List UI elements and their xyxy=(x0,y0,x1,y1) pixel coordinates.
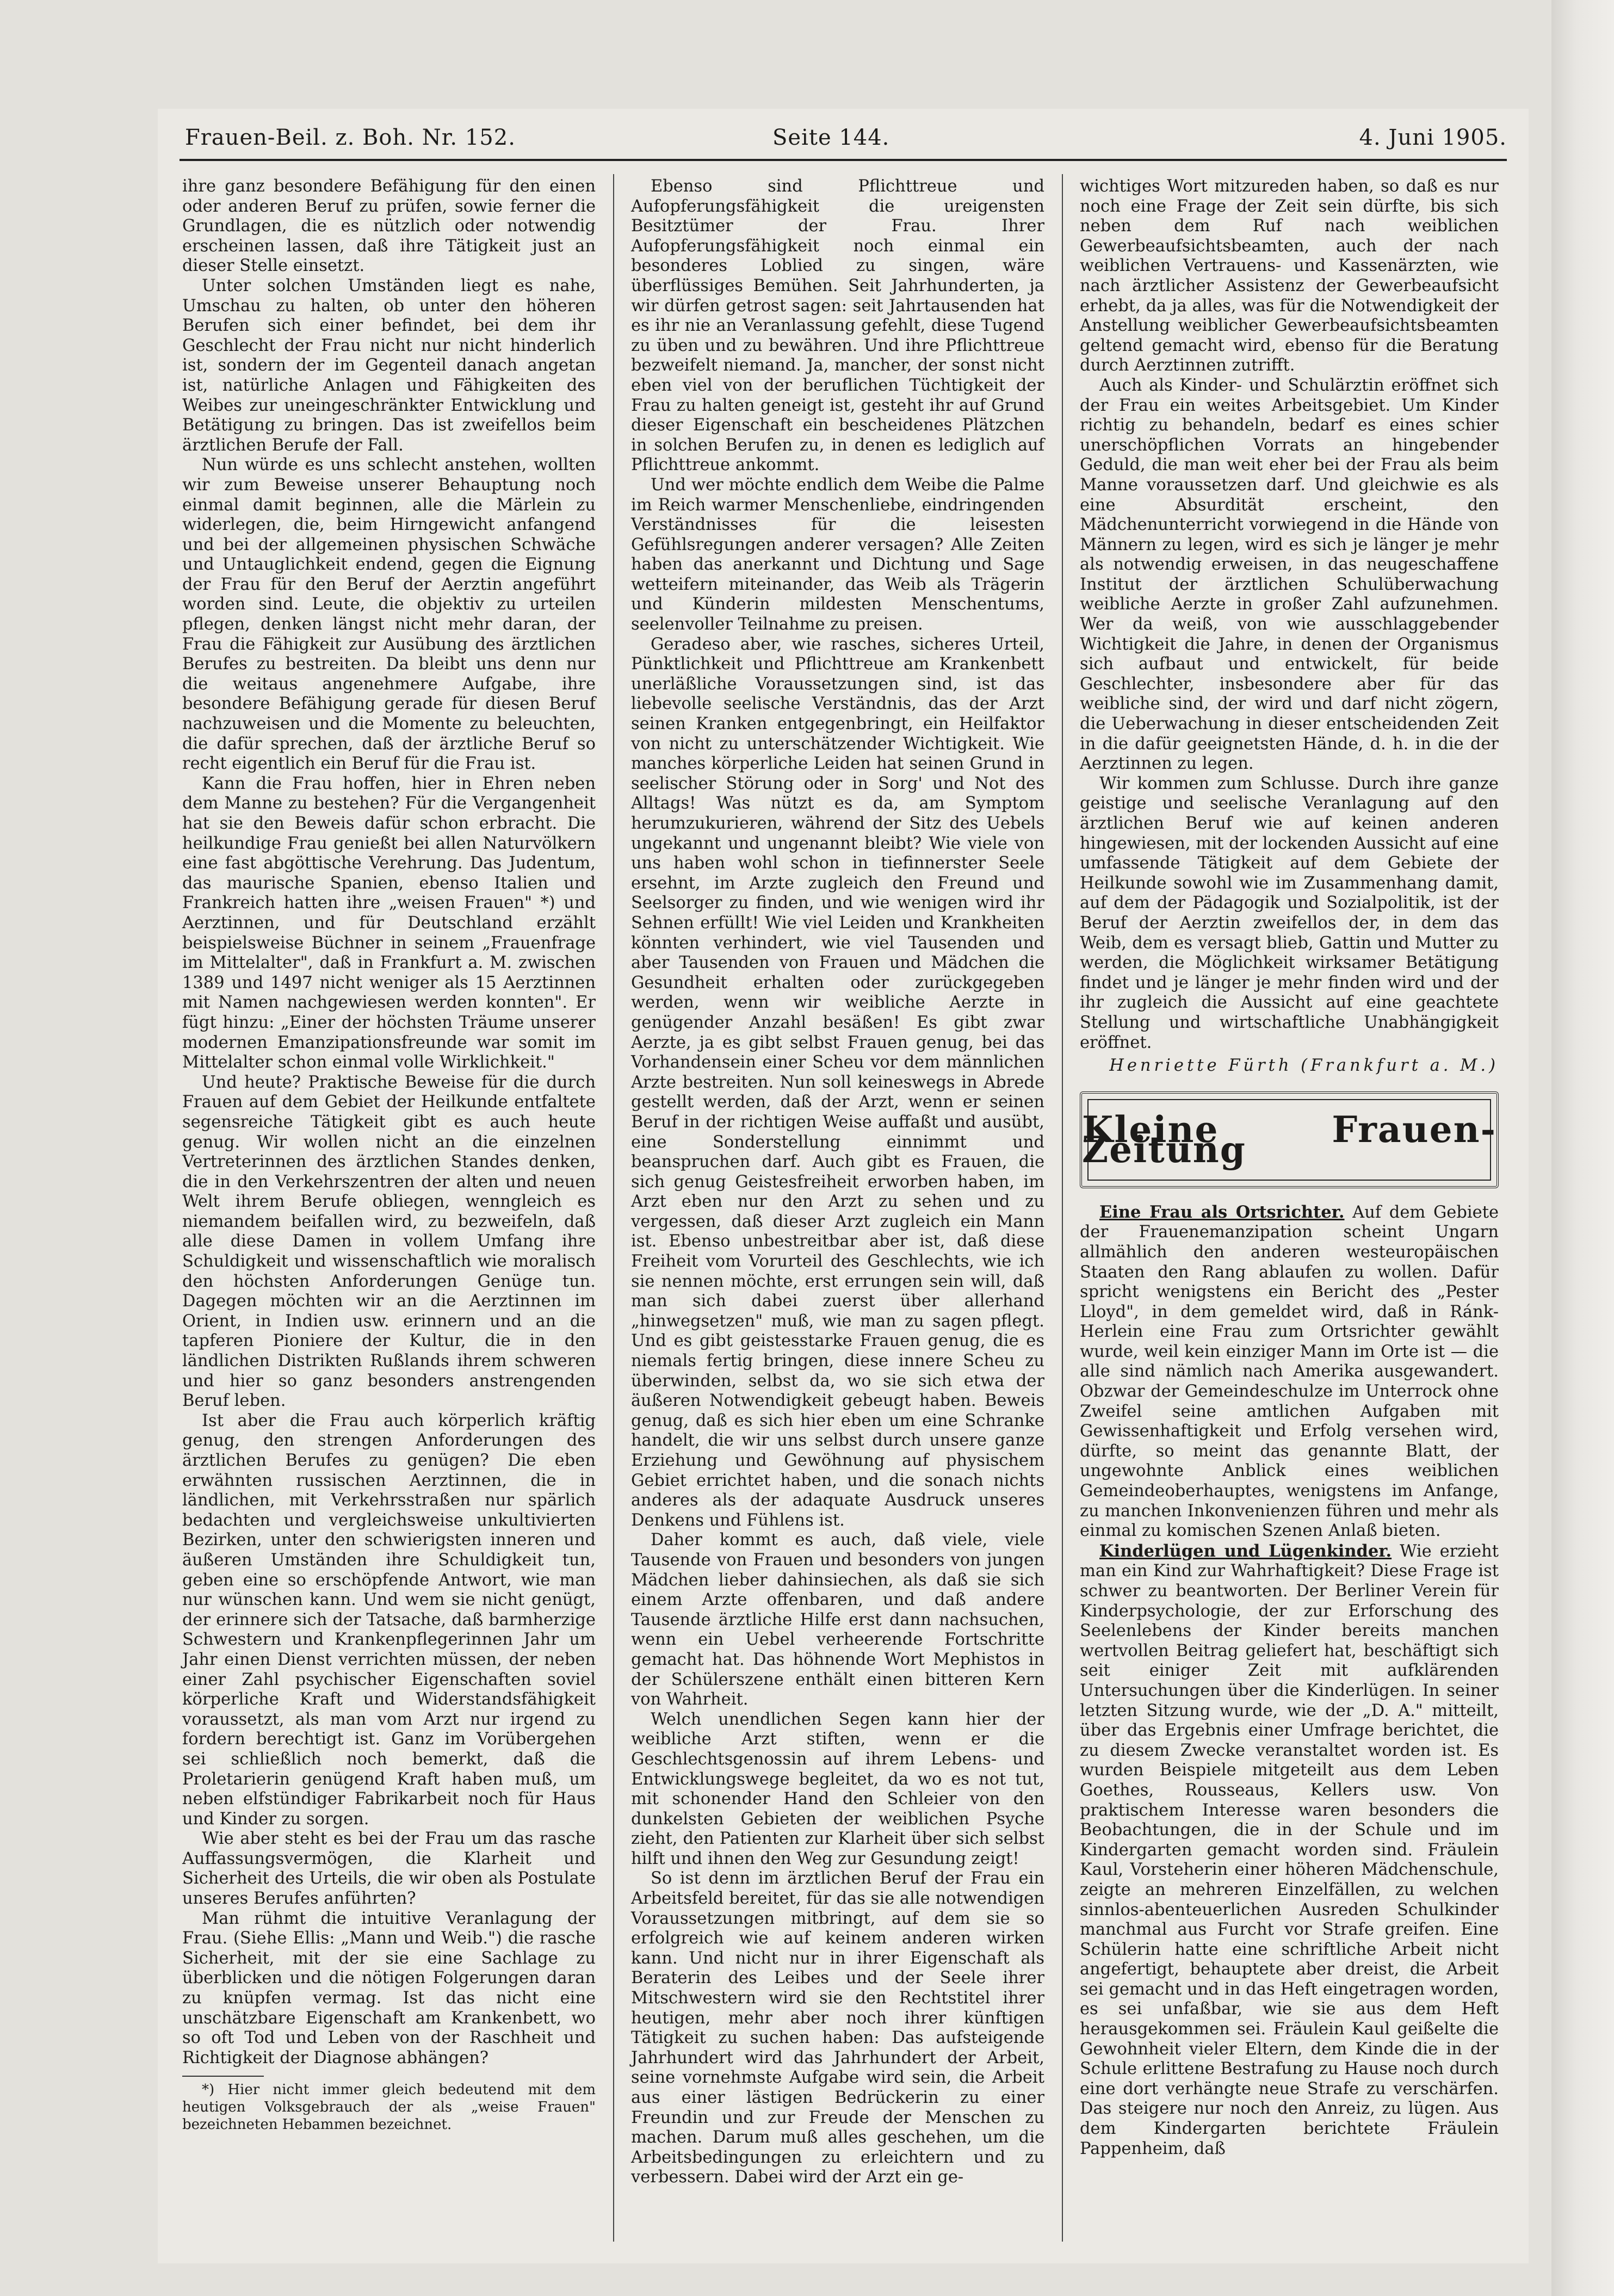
paragraph: Nun würde es uns schlecht anstehen, wollten wir zum Beweise unserer Behauptung noch einmal damit beginnen, alle die Märlein zu widerlegen, die, beim Hirngewicht anfangend und bei der allgemeinen physischen Schwäche und Untauglichkeit endend, gegen die Eignung der Frau für den Beruf der Aerztin angeführt worden sind. Leute, die objektiv zu urteilen pflegen, denken längst nicht mehr daran, der Frau die Fähigkeit zur Ausübung des ärztlichen Berufes zu bestreiten. Da bleibt uns denn nur die weitaus angenehmere Aufgabe, ihre besondere Befähigung gerade für diesen Beruf nachzuweisen und die Momente zu beleuchten, die dafür sprechen, daß der ärztliche Beruf so recht eigentlich ein Beruf für die Frau ist. xyxy=(182,455,596,774)
page-header xyxy=(185,125,1507,158)
paragraph: So ist denn im ärztlichen Beruf der Frau ein Arbeitsfeld bereitet, für das sie alle notwendigen Voraussetzungen mitbringt, auf dem sie so erfolgreich wie auf keinem anderen wirken kann. Und nicht nur in ihrer Eigenschaft als Beraterin des Leibes und der Seele ihrer Mitschwestern wird sie den Rechtstitel ihrer heutigen, mehr aber noch ihrer künftigen Tätigkeit zu suchen haben: Das aufsteigende Jahrhundert wird das Jahrhundert der Arbeit, seine vornehmste Aufgabe wird sein, die Arbeit aus einer lästigen Bedrückerin zu einer Freundin und zur Freude der Menschen zu machen. Darum muß alles geschehen, um die Arbeitsbedingungen zu erleichtern und zu verbessern. Dabei wird der Arzt ein ge- xyxy=(631,1869,1044,2187)
column-divider-1 xyxy=(613,174,614,2242)
column-1 xyxy=(182,177,596,2133)
column-3 xyxy=(1080,177,1499,2159)
paragraph: Ist aber die Frau auch körperlich kräftig genug, den strengen Anforderungen des ärztlichen Berufes zu genügen? Die eben erwähnten russischen Aerztinnen, die in ländlichen, mit Verkehrsstraßen nur spärlich bedachten und vergleichsweise unkultivierten Bezirken, unter den schwierigsten inneren und äußeren Umständen ihre Schuldigkeit tun, geben eine so erschöpfende Antwort, wie man nur wünschen kann. Und wem sie nicht genügt, der erinnere sich der Tatsache, daß barmherzige Schwestern und Krankenpflegerinnen Jahr um Jahr einen Dienst verrichten müssen, der neben einer Zahl psychischer Eigenschaften soviel körperliche Kraft und Widerstandsfähigkeit voraussetzt, als man vom Arzt nur irgend zu fordern berechtigt ist. Ganz im Vorübergehen sei schließlich noch bemerkt, daß die Proletarierin genügend Kraft haben muß, um neben elfstündiger Fabrikarbeit noch für Haus und Kinder zu sorgen. xyxy=(182,1411,596,1829)
news-item-headline: Eine Frau als Ortsrichter. xyxy=(1099,1202,1345,1222)
paragraph: Und wer möchte endlich dem Weibe die Palme im Reich warmer Menschenliebe, eindringenden Verständnisses für die leisesten Gefühlsregungen anderer versagen? Alle Zeiten haben das anerkannt und Dichtung und Sage wetteifern miteinander, das Weib als Trägerin und Künderin mildesten Menschentums, seelenvoller Teilnahme zu preisen. xyxy=(631,475,1044,634)
paragraph: Und heute? Praktische Beweise für die durch Frauen auf dem Gebiet der Heilkunde entfaltete segensreiche Tätigkeit gibt es auch heute genug. Wir wollen nicht an die einzelnen Vertreterinnen des ärztlichen Standes denken, die in den Verkehrszentren der alten und neuen Welt ihrem Berufe obliegen, wenngleich es niemandem beifallen wird, zu bezweifeln, daß alle diese Damen in vollem Umfang ihre Schuldigkeit und wissenschaftlich wie moralisch den höchsten Anforderungen Genüge tun. Dagegen möchten wir an die Aerztinnen im Orient, in Indien usw. erinnern und an die tapferen Pioniere der Kultur, die in den ländlichen Distrikten Rußlands ihrem schweren und hier so ganz besonders anstrengenden Beruf leben. xyxy=(182,1072,596,1411)
footnote-rule xyxy=(182,2076,264,2077)
paragraph: Wie aber steht es bei der Frau um das rasche Auffassungsvermögen, die Klarheit und Sicherheit des Urteils, die wir oben als Postulate unseres Berufes anführten? xyxy=(182,1829,596,1909)
paragraph: ihre ganz besondere Befähigung für den einen oder anderen Beruf zu prüfen, sowie ferner die Grundlagen, die es nützlich oder notwendig erscheinen lassen, daß ihre Tätigkeit just an dieser Stelle einsetzt. xyxy=(182,177,596,276)
news-item xyxy=(1080,1541,1499,2159)
paragraph: wichtiges Wort mitzureden haben, so daß es nur noch eine Frage der Zeit sein dürfte, bis sich neben dem Ruf nach weiblichen Gewerbeaufsichtsbeamten, auch der nach weiblichen Vertrauens- und Kassenärzten, wie nach ärztlicher Assistenz der Gewerbeaufsicht erhebt, da ja alles, was für die Notwendigkeit der Anstellung weiblicher Gewerbeaufsichtsbeamten geltend gemacht wird, ebenso für die Beratung durch Aerztinnen zutrifft. xyxy=(1080,177,1499,375)
header-date: 4. Juni 1905. xyxy=(1359,125,1507,150)
paragraph: Auch als Kinder- und Schulärztin eröffnet sich der Frau ein weites Arbeitsgebiet. Um Kinder richtig zu behandeln, bedarf es eines schier unerschöpflichen Vorrats an hingebender Geduld, die man weit eher bei der Frau als beim Manne voraussetzen darf. Und gleichwie es als eine Absurdität erscheint, den Mädchenunterricht vorwiegend in die Hände von Männern zu legen, wird es sich je länger je mehr als notwendig erweisen, in das neugeschaffene Institut der ärztlichen Schulüberwachung weibliche Aerzte in großer Zahl aufzunehmen. Wer da weiß, von wie ausschlaggebender Wichtigkeit die Jahre, in denen der Organismus sich aufbaut und entwickelt, für beide Geschlechter, insbesondere aber für das weibliche sind, der wird und darf nicht zögern, die Ueberwachung in dieser entscheidenden Zeit in die dafür geeignetsten Hände, d. h. in die der Aerztinnen zu legen. xyxy=(1080,375,1499,774)
paragraph: Kann die Frau hoffen, hier in Ehren neben dem Manne zu bestehen? Für die Vergangenheit hat sie den Beweis dafür schon erbracht. Die heilkundige Frau genießt bei allen Naturvölkern eine fast abgöttische Verehrung. Das Judentum, das maurische Spanien, ebenso Italien und Frankreich hatten ihre „weisen Frauen" *) und Aerztinnen, und für Deutschland erzählt beispielsweise Büchner in seinem „Frauenfrage im Mittelalter", daß in Frankfurt a. M. zwischen 1389 und 1497 nicht weniger als 15 Aerztinnen mit Namen nachgewiesen werden konnten". Er fügt hinzu: „Einer der höchsten Träume unserer modernen Emanzipationsfreunde war somit im Mittelalter schon einmal volle Wirklichkeit." xyxy=(182,774,596,1072)
author-signature: Henriette Fürth (Frankfurt a. M.) xyxy=(1109,1056,1499,1076)
column-2 xyxy=(631,177,1044,2188)
news-item xyxy=(1080,1202,1499,1541)
paragraph: Wir kommen zum Schlusse. Durch ihre ganze geistige und seelische Veranlagung auf den ärztlichen Beruf wie auf keinen anderen hingewiesen, mit der lockenden Aussicht auf eine umfassende Tätigkeit auf dem Gebiete der Heilkunde sowohl wie im Zusammenhang damit, auf dem der Pädagogik und Sozialpolitik, ist der Beruf der Aerztin zweifellos der, in dem das Weib, dem es versagt blieb, Gattin und Mutter zu werden, die Möglichkeit wirksamer Betätigung findet und je länger je mehr finden wird und der ihr zugleich die Aussicht auf eine geachtete Stellung und wirtschaftliche Unabhängigkeit eröffnet. xyxy=(1080,774,1499,1052)
paragraph: Daher kommt es auch, daß viele, viele Tausende von Frauen und besonders von jungen Mädchen lieber dahinsiechen, als daß sie sich einem Arzte offenbaren, und daß andere Tausende ärztliche Hilfe erst dann nachsuchen, wenn ein Uebel verheerende Fortschritte gemacht hat. Das höhnende Wort Mephistos in der Schülerszene enthält einen bitteren Kern von Wahrheit. xyxy=(631,1530,1044,1709)
column-divider-2 xyxy=(1062,174,1063,2242)
header-publication: Frauen-Beil. z. Boh. Nr. 152. xyxy=(185,125,516,150)
news-item-body: Auf dem Gebiete der Frauenemanzipation scheint Ungarn allmählich den anderen westeuropäischen Staaten den Rang ablaufen zu wollen. Dafür spricht wenigstens ein Bericht des „Pester Lloyd", in dem gemeldet wird, daß in Ránk-Herlein eine Frau zum Ortsrichter gewählt wurde, weil kein einziger Mann im Orte ist — die alle sind nämlich nach Amerika ausgewandert. Obzwar der Gemeindeschulze im Unterrock ohne Zweifel seine amtlichen Aufgaben mit Gewissenhaftigkeit und Erfolg versehen wird, dürfte, so meint das genannte Blatt, der ungewohnte Anblick eines weiblichen Gemeindeoberhauptes, wenigstens im Anfange, zu manchen Inkonvenienzen führen und mehr als einmal zu komischen Szenen Anlaß bieten. xyxy=(1080,1202,1499,1541)
paragraph: Man rühmt die intuitive Veranlagung der Frau. (Siehe Ellis: „Mann und Weib.") die rasche Sicherheit, mit der sie eine Sachlage zu überblicken und die nötigen Folgerungen daran zu knüpfen vermag. Ist das nicht eine unschätzbare Eigenschaft am Krankenbett, wo so oft Tod und Leben von der Raschheit und Richtigkeit der Diagnose abhängen? xyxy=(182,1909,596,2067)
header-rule xyxy=(180,159,1507,161)
header-page-number: Seite 144. xyxy=(772,125,890,150)
paragraph: Ebenso sind Pflichttreue und Aufopferungsfähigkeit die ureigensten Besitztümer der Frau. Ihrer Aufopferungsfähigkeit noch einmal ein besonderes Loblied zu singen, wäre überflüssiges Bemühen. Seit Jahrhunderten, ja wir dürfen getrost sagen: seit Jahrtausenden hat es ihr nie an Veranlassung gefehlt, diese Tugend zu üben und zu bewähren. Und ihre Pflichttreue bezweifelt niemand. Ja, mancher, der sonst nicht eben viel von der beruflichen Tüchtigkeit der Frau zu halten geneigt ist, gesteht ihr auf Grund dieser Eigenschaft ein bescheidenes Plätzchen in solchen Berufen zu, in denen es lediglich auf Pflichttreue ankommt. xyxy=(631,177,1044,475)
paragraph: Geradeso aber, wie rasches, sicheres Urteil, Pünktlichkeit und Pflichttreue am Krankenbett unerläßliche Voraussetzungen sind, ist das liebevolle seelische Verständnis, das der Arzt seinen Kranken entgegenbringt, ein Heilfaktor von nicht zu unterschätzender Wichtigkeit. Wie manches körperliche Leiden hat seinen Grund in seelischer Störung oder in Sorg' und Not des Alltags! Was nützt es da, am Symptom herumzukurieren, während der Sitz des Uebels ungekannt und ungenannt bleibt? Wie viele von uns haben wohl schon in tiefinnerster Seele ersehnt, im Arzte zugleich den Freund und Seelsorger zu finden, und wie wenigen wird ihr Sehnen erfüllt! Wie viel Leiden und Krankheiten könnten verhindert, wie viel Tausenden und aber Tausenden von Frauen und Mädchen die Gesundheit erhalten oder zurückgegeben werden, wenn wir weibliche Aerzte in genügender Anzahl besäßen! Es gibt zwar Aerzte, ja es gibt selbst Frauen genug, bei das Vorhandensein einer Scheu vor dem männlichen Arzte bestreiten. Nun soll keineswegs in Abrede gestellt werden, daß der Arzt, wenn er seinen Beruf in der richtigen Weise auffaßt und ausübt, eine Sonderstellung einnimmt und beanspruchen darf. Auch gibt es Frauen, die sich genug Geistesfreiheit erworben haben, im Arzt eben nur den Arzt zu sehen und zu vergessen, daß dieser Arzt zugleich ein Mann ist. Ebenso unbestreitbar aber ist, daß diese Freiheit vom Vorurteil des Geschlechts, wie ich sie nennen möchte, erst errungen sein will, daß man sich dabei zuerst über allerhand „hinwegsetzen" muß, wie man zu sagen pflegt. Und es gibt geistesstarke Frauen genug, die es niemals fertig bringen, diese innere Scheu zu überwinden, selbst da, wo sie sich etwa der äußeren Notwendigkeit gebeugt haben. Beweis genug, daß es sich hier eben um eine Schranke handelt, die wir uns selbst durch unsere ganze Erziehung und Gewöhnung auf physischem Gebiet errichtet haben, und die sonach nichts anderes als der adaquate Ausdruck unseres Denkens und Fühlens ist. xyxy=(631,634,1044,1530)
news-item-headline: Kinderlügen und Lügenkinder. xyxy=(1099,1541,1392,1561)
paragraph: Welch unendlichen Segen kann hier der weibliche Arzt stiften, wenn er die Geschlechtsgenossin auf ihrem Lebens- und Entwicklungswege begleitet, da wo es not tut, mit schonender Hand den Schleier von den dunkelsten Gebieten der weiblichen Psyche zieht, den Patienten zur Klarheit über sich selbst hilft und ihnen den Weg zur Gesundung zeigt! xyxy=(631,1709,1044,1868)
footnote: *) Hier nicht immer gleich bedeutend mit dem heutigen Volksgebrauch der als „weise Frauen" bezeichneten Hebammen bezeichnet. xyxy=(182,2082,596,2133)
paragraph: Unter solchen Umständen liegt es nahe, Umschau zu halten, ob unter den höheren Berufen sich einer befindet, bei dem ihr Geschlecht der Frau nicht nur nicht hinderlich ist, sondern der im Gegenteil danach angetan ist, natürliche Anlagen und Fähigkeiten des Weibes zur uneingeschränkter Entwicklung und Betätigung zu bringen. Das ist zweifellos beim ärztlichen Berufe der Fall. xyxy=(182,276,596,455)
news-item-body: Wie erzieht man ein Kind zur Wahrhaftigkeit? Diese Frage ist schwer zu beantworten. Der Berliner Verein für Kinderpsychologie, der zur Erforschung des Seelenlebens der Kinder bereits manchen wertvollen Beitrag geliefert hat, beschäftigt sich seit einiger Zeit mit aufklärenden Untersuchungen über die Kinderlügen. In seiner letzten Sitzung wurde, wie der „D. A." mitteilt, über das Ergebnis einer Umfrage berichtet, die zu diesem Zwecke veranstaltet worden ist. Es wurden Beispiele mitgeteilt aus dem Leben Goethes, Rousseaus, Kellers usw. Von praktischem Interesse waren besonders die Beobachtungen, die in der Schule und im Kindergarten gemacht worden sind. Fräulein Kaul, Vorsteherin einer höheren Mädchenschule, zeigte an mehreren Einzelfällen, zu welchen sinnlos-abenteuerlichen Ausreden Schulkinder manchmal aus Furcht vor Strafe greifen. Eine Schülerin hatte eine schriftliche Arbeit nicht angefertigt, behauptete aber dreist, die Arbeit sei gemacht und in das Heft eingetragen worden, es sei unfaßbar, wie sie aus dem Heft herausgekommen sei. Fräulein Kaul geißelte die Gewohnheit vieler Eltern, dem Kinde die in der Schule erlittene Bestrafung zu Hause noch durch eine dort verhängte neue Strafe zu verschärfen. Das steigere nur noch den Anreiz, zu lügen. Aus dem Kindergarten berichtete Fräulein Pappenheim, daß xyxy=(1080,1541,1499,2158)
scan-edge xyxy=(1551,0,1614,2296)
section-masthead xyxy=(1080,1091,1499,1188)
newspaper-page xyxy=(158,109,1529,2263)
masthead-title: Kleine Frauen-Zeitung xyxy=(1082,1108,1496,1171)
